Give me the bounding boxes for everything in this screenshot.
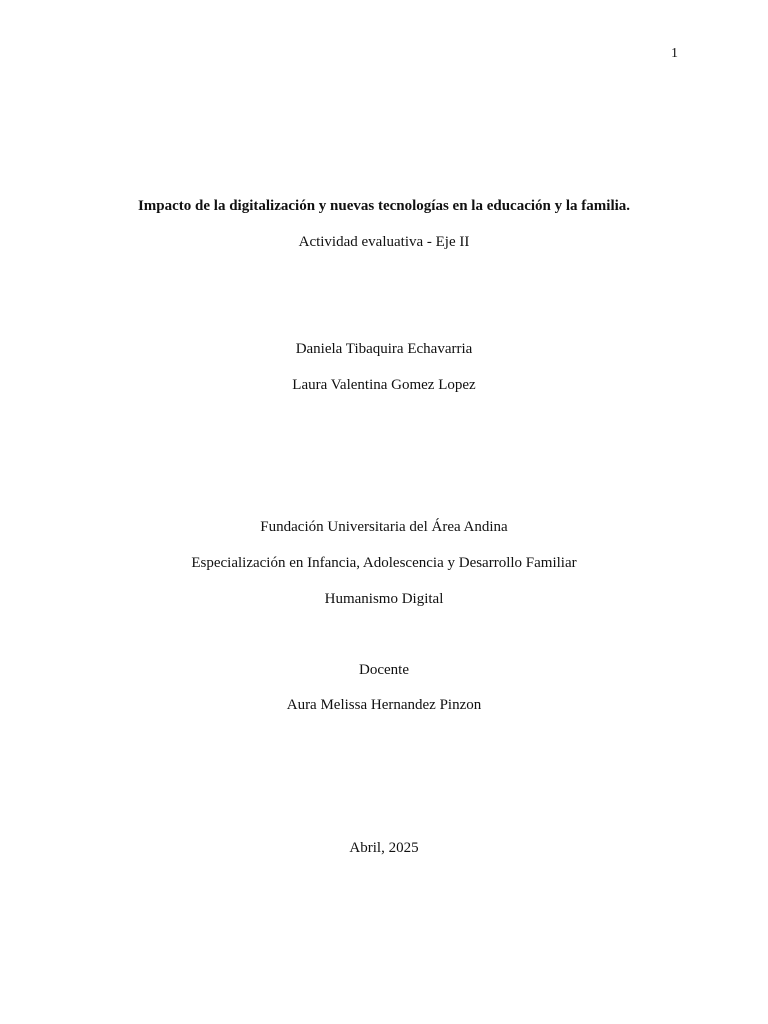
document-subtitle: Actividad evaluativa - Eje II xyxy=(298,234,470,250)
author-1: Daniela Tibaquira Echavarria xyxy=(295,341,473,357)
teacher-name: Aura Melissa Hernandez Pinzon xyxy=(286,697,482,713)
teacher-label: Docente xyxy=(359,662,409,678)
document-title: Impacto de la digitalización y nuevas tecnologías en la educación y la familia. xyxy=(137,198,631,214)
author-2: Laura Valentina Gomez Lopez xyxy=(292,377,476,393)
program-name: Especialización en Infancia, Adolescencia y Desarrollo Familiar xyxy=(191,555,577,571)
institution-name: Fundación Universitaria del Área Andina xyxy=(260,519,508,535)
document-date: Abril, 2025 xyxy=(349,840,419,856)
course-name: Humanismo Digital xyxy=(324,591,444,607)
page-number: 1 xyxy=(671,46,678,61)
